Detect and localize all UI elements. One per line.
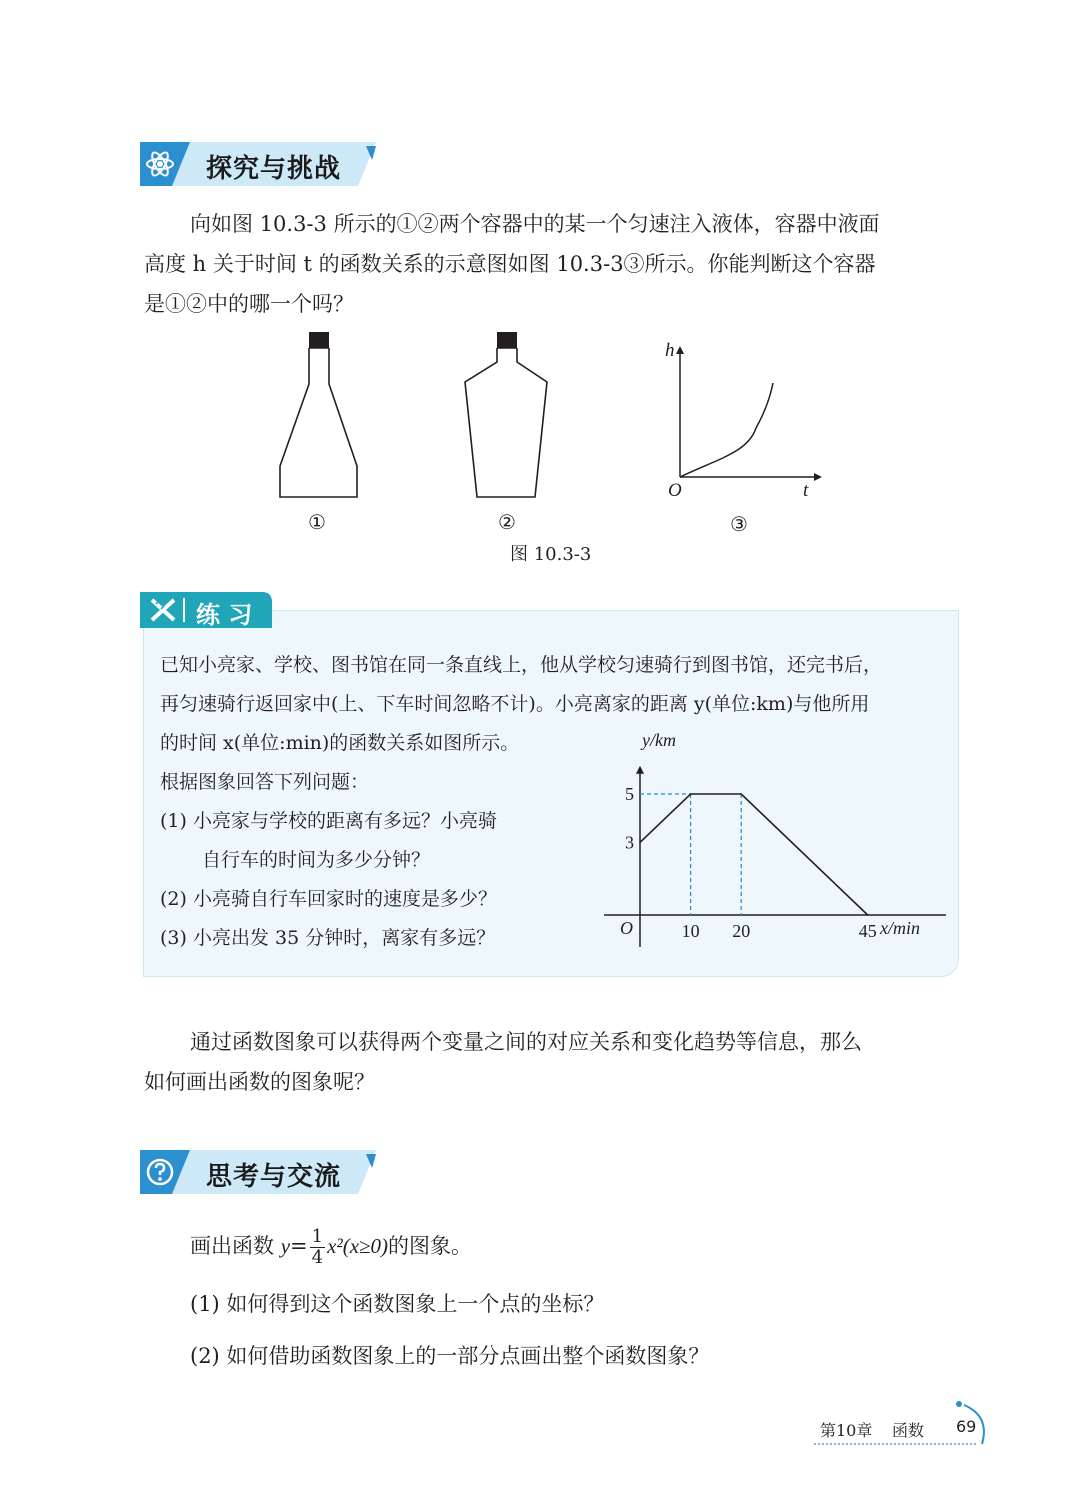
exercise-question-3: (3) 小亮出发 35 分钟时，离家有多远？	[160, 927, 496, 949]
figure-10-3-3	[270, 328, 830, 568]
footer-chapter: 第10章	[820, 1421, 873, 1440]
exercise-title: 练 习	[196, 601, 253, 629]
ruler-pencil-icon	[148, 596, 178, 628]
exercise-banner	[140, 592, 280, 628]
data-point	[867, 914, 869, 916]
section-banner-explore	[140, 142, 380, 186]
formula-y: y	[280, 1234, 291, 1258]
container-1-drawing	[280, 332, 357, 497]
page-number: 69	[956, 1417, 977, 1436]
exercise-line: 已知小亮家、学校、图书馆在同一条直线上，他从学校匀速骑行到图书馆，还完书后，	[160, 654, 883, 676]
explore-paragraph	[144, 204, 964, 324]
x-tick-label: 45	[858, 921, 877, 941]
think-question-2: (2) 如何借助函数图象上的一部分点画出整个函数图象？	[190, 1344, 710, 1368]
exercise-line: 再匀速骑行返回家中(上、下车时间忽略不计)。小亮离家的距离 y(单位:km)与他所用	[160, 693, 870, 715]
section-title: 探究与挑战	[206, 154, 342, 184]
data-point	[639, 842, 641, 844]
figure-label-1: ①	[308, 510, 326, 534]
exercise-chart	[596, 728, 946, 953]
figure-label-2: ②	[498, 510, 516, 534]
data-point	[740, 793, 742, 795]
series-line	[640, 794, 868, 915]
exercise-line: 的时间 x(单位:min)的函数关系如图所示。	[160, 732, 520, 754]
section-banner-think	[140, 1150, 380, 1194]
figure-label-3: ③	[730, 512, 748, 536]
paragraph-line: 是①②中的哪一个吗？	[144, 292, 354, 316]
intro-suffix: 的图象。	[388, 1234, 473, 1258]
paragraph-line: 通过函数图象可以获得两个变量之间的对应关系和变化趋势等信息，那么	[190, 1030, 862, 1054]
exercise-question-1: (1) 小亮家与学校的距离有多远？小亮骑	[160, 810, 497, 832]
chart-origin-label: O	[620, 918, 633, 938]
formula-fraction	[310, 1227, 325, 1268]
transition-paragraph	[144, 1022, 964, 1102]
y-axis-arrow	[636, 766, 644, 774]
figure-caption: 图 10.3-3	[510, 544, 592, 565]
graph-origin-label: O	[668, 480, 682, 501]
x-tick-label: 20	[732, 921, 751, 941]
y-tick-label: 3	[625, 832, 634, 853]
exercise-question-2: (2) 小亮骑自行车回家时的速度是多少？	[160, 888, 497, 910]
paragraph-line: 高度 h 关于时间 t 的函数关系的示意图如图 10.3-3③所示。你能判断这个容器	[144, 252, 876, 276]
chart-y-axis-label: y/km	[642, 730, 676, 750]
fraction-denominator: 4	[311, 1247, 324, 1268]
formula-equals: =	[290, 1234, 308, 1258]
exercise-line: 根据图象回答下列问题：	[160, 771, 370, 793]
graph-x-axis-label: t	[803, 480, 809, 501]
y-tick-label: 5	[625, 784, 634, 804]
exercise-question-1-cont: 自行车的时间为多少分钟？	[202, 849, 431, 871]
x-tick-label: 10	[681, 921, 700, 941]
fraction-numerator: 1	[311, 1226, 324, 1247]
graph-y-axis-label: h	[665, 340, 675, 361]
question-bubble-icon	[144, 1156, 176, 1192]
footer-chapter-title: 函数	[892, 1421, 925, 1440]
think-question-1: (1) 如何得到这个函数图象上一个点的坐标？	[190, 1292, 605, 1316]
think-intro	[190, 1222, 472, 1270]
data-point	[690, 793, 692, 795]
container-2-drawing	[465, 332, 547, 497]
paragraph-line: 如何画出函数的图象呢？	[144, 1070, 375, 1094]
paragraph-line: 向如图 10.3-3 所示的①②两个容器中的某一个匀速注入液体，容器中液面	[190, 212, 880, 236]
formula-rest: x²(x≥0)	[327, 1234, 389, 1258]
intro-prefix: 画出函数	[190, 1234, 274, 1258]
page-footer	[812, 1398, 1002, 1450]
graph-3-axes	[676, 346, 822, 481]
atom-icon	[144, 148, 176, 184]
chart-x-axis-label: x/min	[880, 918, 920, 938]
section-title: 思考与交流	[206, 1162, 342, 1192]
